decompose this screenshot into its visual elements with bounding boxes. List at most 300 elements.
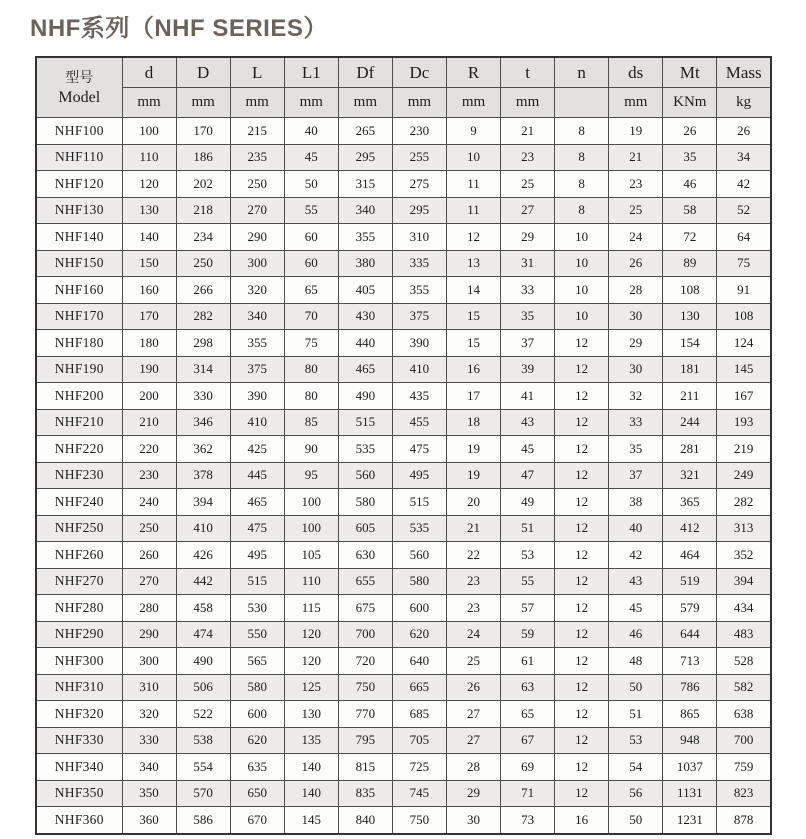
value-cell: 23 xyxy=(446,568,500,595)
value-cell: 580 xyxy=(338,489,392,516)
value-cell: 586 xyxy=(176,807,230,834)
value-cell: 275 xyxy=(392,171,446,198)
value-cell: 745 xyxy=(392,780,446,807)
value-cell: 59 xyxy=(501,621,555,648)
value-cell: 522 xyxy=(176,701,230,728)
value-cell: 42 xyxy=(717,171,771,198)
column-unit-d: mm xyxy=(122,88,176,118)
value-cell: 67 xyxy=(501,727,555,754)
table-row xyxy=(36,754,771,781)
value-cell: 22 xyxy=(446,542,500,569)
value-cell: 290 xyxy=(230,224,284,251)
header-row-labels xyxy=(36,57,771,88)
value-cell: 26 xyxy=(446,674,500,701)
table-row xyxy=(36,648,771,675)
value-cell: 61 xyxy=(501,648,555,675)
value-cell: 12 xyxy=(555,489,609,516)
column-unit-mass: kg xyxy=(717,88,771,118)
value-cell: 154 xyxy=(663,330,717,357)
value-cell: 12 xyxy=(555,595,609,622)
value-cell: 355 xyxy=(338,224,392,251)
value-cell: 115 xyxy=(284,595,338,622)
column-header-mass: Mass xyxy=(717,57,771,88)
value-cell: 186 xyxy=(176,144,230,171)
column-unit-mt: KNm xyxy=(663,88,717,118)
value-cell: 620 xyxy=(230,727,284,754)
value-cell: 12 xyxy=(555,383,609,410)
value-cell: 434 xyxy=(717,595,771,622)
column-header-l: L xyxy=(230,57,284,88)
value-cell: 554 xyxy=(176,754,230,781)
model-cell: NHF170 xyxy=(36,303,122,330)
value-cell: 948 xyxy=(663,727,717,754)
value-cell: 640 xyxy=(392,648,446,675)
value-cell: 210 xyxy=(122,409,176,436)
value-cell: 12 xyxy=(555,701,609,728)
value-cell: 193 xyxy=(717,409,771,436)
value-cell: 350 xyxy=(122,780,176,807)
value-cell: 675 xyxy=(338,595,392,622)
table-row xyxy=(36,674,771,701)
value-cell: 815 xyxy=(338,754,392,781)
column-unit-r: mm xyxy=(446,88,500,118)
value-cell: 45 xyxy=(284,144,338,171)
value-cell: 105 xyxy=(284,542,338,569)
column-unit-n xyxy=(555,88,609,118)
value-cell: 11 xyxy=(446,197,500,224)
value-cell: 579 xyxy=(663,595,717,622)
value-cell: 95 xyxy=(284,462,338,489)
value-cell: 865 xyxy=(663,701,717,728)
value-cell: 41 xyxy=(501,383,555,410)
value-cell: 80 xyxy=(284,356,338,383)
table-row xyxy=(36,409,771,436)
value-cell: 90 xyxy=(284,436,338,463)
value-cell: 12 xyxy=(555,515,609,542)
value-cell: 365 xyxy=(663,489,717,516)
value-cell: 298 xyxy=(176,330,230,357)
value-cell: 43 xyxy=(609,568,663,595)
value-cell: 582 xyxy=(717,674,771,701)
value-cell: 220 xyxy=(122,436,176,463)
value-cell: 30 xyxy=(609,356,663,383)
value-cell: 15 xyxy=(446,303,500,330)
value-cell: 190 xyxy=(122,356,176,383)
model-cell: NHF280 xyxy=(36,595,122,622)
value-cell: 51 xyxy=(609,701,663,728)
value-cell: 12 xyxy=(555,621,609,648)
value-cell: 34 xyxy=(717,144,771,171)
value-cell: 49 xyxy=(501,489,555,516)
value-cell: 64 xyxy=(717,224,771,251)
model-cell: NHF190 xyxy=(36,356,122,383)
model-cell: NHF350 xyxy=(36,780,122,807)
value-cell: 215 xyxy=(230,118,284,145)
value-cell: 282 xyxy=(176,303,230,330)
value-cell: 713 xyxy=(663,648,717,675)
value-cell: 8 xyxy=(555,171,609,198)
value-cell: 10 xyxy=(555,250,609,277)
value-cell: 12 xyxy=(555,754,609,781)
value-cell: 12 xyxy=(555,648,609,675)
value-cell: 60 xyxy=(284,224,338,251)
value-cell: 495 xyxy=(392,462,446,489)
value-cell: 46 xyxy=(663,171,717,198)
value-cell: 8 xyxy=(555,144,609,171)
value-cell: 410 xyxy=(230,409,284,436)
value-cell: 27 xyxy=(501,197,555,224)
value-cell: 85 xyxy=(284,409,338,436)
value-cell: 362 xyxy=(176,436,230,463)
value-cell: 140 xyxy=(284,754,338,781)
value-cell: 483 xyxy=(717,621,771,648)
value-cell: 29 xyxy=(609,330,663,357)
value-cell: 490 xyxy=(338,383,392,410)
value-cell: 295 xyxy=(392,197,446,224)
value-cell: 150 xyxy=(122,250,176,277)
value-cell: 40 xyxy=(609,515,663,542)
value-cell: 80 xyxy=(284,383,338,410)
value-cell: 310 xyxy=(122,674,176,701)
value-cell: 380 xyxy=(338,250,392,277)
column-unit-d: mm xyxy=(176,88,230,118)
value-cell: 340 xyxy=(122,754,176,781)
value-cell: 31 xyxy=(501,250,555,277)
table-row xyxy=(36,727,771,754)
table-row xyxy=(36,621,771,648)
page-title: NHF系列（NHF SERIES） xyxy=(30,15,328,42)
value-cell: 29 xyxy=(501,224,555,251)
value-cell: 14 xyxy=(446,277,500,304)
value-cell: 394 xyxy=(717,568,771,595)
table-row xyxy=(36,383,771,410)
value-cell: 120 xyxy=(122,171,176,198)
value-cell: 705 xyxy=(392,727,446,754)
value-cell: 33 xyxy=(501,277,555,304)
table-row xyxy=(36,780,771,807)
value-cell: 465 xyxy=(338,356,392,383)
value-cell: 759 xyxy=(717,754,771,781)
table-row xyxy=(36,171,771,198)
value-cell: 65 xyxy=(501,701,555,728)
model-cell: NHF330 xyxy=(36,727,122,754)
value-cell: 21 xyxy=(446,515,500,542)
table-row xyxy=(36,489,771,516)
column-header-d: d xyxy=(122,57,176,88)
value-cell: 181 xyxy=(663,356,717,383)
value-cell: 352 xyxy=(717,542,771,569)
model-cell: NHF230 xyxy=(36,462,122,489)
value-cell: 100 xyxy=(284,515,338,542)
value-cell: 39 xyxy=(501,356,555,383)
value-cell: 26 xyxy=(663,118,717,145)
value-cell: 40 xyxy=(284,118,338,145)
value-cell: 33 xyxy=(609,409,663,436)
header-row-units xyxy=(36,88,771,118)
model-cell: NHF160 xyxy=(36,277,122,304)
value-cell: 130 xyxy=(284,701,338,728)
value-cell: 410 xyxy=(176,515,230,542)
value-cell: 440 xyxy=(338,330,392,357)
value-cell: 27 xyxy=(446,701,500,728)
value-cell: 605 xyxy=(338,515,392,542)
value-cell: 375 xyxy=(230,356,284,383)
value-cell: 1231 xyxy=(663,807,717,834)
model-cell: NHF140 xyxy=(36,224,122,251)
value-cell: 475 xyxy=(230,515,284,542)
value-cell: 25 xyxy=(609,197,663,224)
value-cell: 390 xyxy=(392,330,446,357)
value-cell: 48 xyxy=(609,648,663,675)
value-cell: 218 xyxy=(176,197,230,224)
value-cell: 19 xyxy=(609,118,663,145)
value-cell: 17 xyxy=(446,383,500,410)
value-cell: 281 xyxy=(663,436,717,463)
value-cell: 124 xyxy=(717,330,771,357)
value-cell: 28 xyxy=(446,754,500,781)
value-cell: 23 xyxy=(609,171,663,198)
value-cell: 25 xyxy=(501,171,555,198)
value-cell: 100 xyxy=(284,489,338,516)
value-cell: 266 xyxy=(176,277,230,304)
value-cell: 465 xyxy=(230,489,284,516)
value-cell: 12 xyxy=(555,356,609,383)
value-cell: 720 xyxy=(338,648,392,675)
value-cell: 538 xyxy=(176,727,230,754)
value-cell: 685 xyxy=(392,701,446,728)
value-cell: 330 xyxy=(122,727,176,754)
value-cell: 37 xyxy=(501,330,555,357)
model-cell: NHF290 xyxy=(36,621,122,648)
value-cell: 430 xyxy=(338,303,392,330)
table-row xyxy=(36,436,771,463)
value-cell: 120 xyxy=(284,648,338,675)
value-cell: 442 xyxy=(176,568,230,595)
value-cell: 560 xyxy=(338,462,392,489)
value-cell: 310 xyxy=(392,224,446,251)
model-header-en: Model xyxy=(58,88,101,106)
value-cell: 13 xyxy=(446,250,500,277)
value-cell: 45 xyxy=(609,595,663,622)
value-cell: 73 xyxy=(501,807,555,834)
value-cell: 70 xyxy=(284,303,338,330)
value-cell: 110 xyxy=(284,568,338,595)
value-cell: 670 xyxy=(230,807,284,834)
table-row xyxy=(36,224,771,251)
value-cell: 50 xyxy=(284,171,338,198)
value-cell: 410 xyxy=(392,356,446,383)
table-row xyxy=(36,462,771,489)
value-cell: 23 xyxy=(446,595,500,622)
value-cell: 55 xyxy=(284,197,338,224)
value-cell: 30 xyxy=(609,303,663,330)
model-cell: NHF200 xyxy=(36,383,122,410)
value-cell: 108 xyxy=(663,277,717,304)
value-cell: 140 xyxy=(122,224,176,251)
value-cell: 54 xyxy=(609,754,663,781)
value-cell: 38 xyxy=(609,489,663,516)
column-unit-dc: mm xyxy=(392,88,446,118)
value-cell: 12 xyxy=(555,409,609,436)
value-cell: 110 xyxy=(122,144,176,171)
table-row xyxy=(36,330,771,357)
value-cell: 53 xyxy=(501,542,555,569)
value-cell: 464 xyxy=(663,542,717,569)
value-cell: 515 xyxy=(230,568,284,595)
model-cell: NHF260 xyxy=(36,542,122,569)
model-header-zh: 型号 xyxy=(65,70,94,86)
column-unit-df: mm xyxy=(338,88,392,118)
value-cell: 8 xyxy=(555,118,609,145)
value-cell: 530 xyxy=(230,595,284,622)
value-cell: 170 xyxy=(122,303,176,330)
value-cell: 770 xyxy=(338,701,392,728)
value-cell: 50 xyxy=(609,807,663,834)
value-cell: 314 xyxy=(176,356,230,383)
value-cell: 12 xyxy=(555,674,609,701)
table-row xyxy=(36,595,771,622)
value-cell: 405 xyxy=(338,277,392,304)
value-cell: 515 xyxy=(338,409,392,436)
column-header-d: D xyxy=(176,57,230,88)
value-cell: 394 xyxy=(176,489,230,516)
table-row xyxy=(36,701,771,728)
value-cell: 750 xyxy=(338,674,392,701)
value-cell: 51 xyxy=(501,515,555,542)
value-cell: 167 xyxy=(717,383,771,410)
model-cell: NHF250 xyxy=(36,515,122,542)
value-cell: 425 xyxy=(230,436,284,463)
value-cell: 426 xyxy=(176,542,230,569)
value-cell: 30 xyxy=(446,807,500,834)
value-cell: 475 xyxy=(392,436,446,463)
value-cell: 12 xyxy=(555,780,609,807)
column-header-dc: Dc xyxy=(392,57,446,88)
table-row xyxy=(36,356,771,383)
value-cell: 56 xyxy=(609,780,663,807)
value-cell: 26 xyxy=(609,250,663,277)
value-cell: 89 xyxy=(663,250,717,277)
value-cell: 795 xyxy=(338,727,392,754)
value-cell: 320 xyxy=(122,701,176,728)
value-cell: 240 xyxy=(122,489,176,516)
model-cell: NHF310 xyxy=(36,674,122,701)
table-row xyxy=(36,303,771,330)
table-header xyxy=(36,57,771,118)
model-cell: NHF110 xyxy=(36,144,122,171)
value-cell: 390 xyxy=(230,383,284,410)
value-cell: 160 xyxy=(122,277,176,304)
model-cell: NHF300 xyxy=(36,648,122,675)
value-cell: 655 xyxy=(338,568,392,595)
value-cell: 135 xyxy=(284,727,338,754)
value-cell: 244 xyxy=(663,409,717,436)
value-cell: 650 xyxy=(230,780,284,807)
value-cell: 249 xyxy=(717,462,771,489)
table-row xyxy=(36,568,771,595)
model-cell: NHF100 xyxy=(36,118,122,145)
value-cell: 823 xyxy=(717,780,771,807)
value-cell: 12 xyxy=(555,436,609,463)
value-cell: 45 xyxy=(501,436,555,463)
value-cell: 840 xyxy=(338,807,392,834)
value-cell: 260 xyxy=(122,542,176,569)
value-cell: 355 xyxy=(230,330,284,357)
value-cell: 71 xyxy=(501,780,555,807)
value-cell: 445 xyxy=(230,462,284,489)
value-cell: 19 xyxy=(446,462,500,489)
value-cell: 282 xyxy=(717,489,771,516)
table-row xyxy=(36,118,771,145)
value-cell: 230 xyxy=(392,118,446,145)
value-cell: 42 xyxy=(609,542,663,569)
value-cell: 69 xyxy=(501,754,555,781)
value-cell: 638 xyxy=(717,701,771,728)
value-cell: 35 xyxy=(609,436,663,463)
value-cell: 125 xyxy=(284,674,338,701)
value-cell: 12 xyxy=(555,568,609,595)
value-cell: 9 xyxy=(446,118,500,145)
value-cell: 1131 xyxy=(663,780,717,807)
value-cell: 580 xyxy=(392,568,446,595)
value-cell: 100 xyxy=(122,118,176,145)
table-row xyxy=(36,807,771,834)
value-cell: 250 xyxy=(122,515,176,542)
column-header-model xyxy=(36,57,122,118)
value-cell: 11 xyxy=(446,171,500,198)
value-cell: 786 xyxy=(663,674,717,701)
value-cell: 506 xyxy=(176,674,230,701)
value-cell: 12 xyxy=(555,542,609,569)
value-cell: 230 xyxy=(122,462,176,489)
value-cell: 630 xyxy=(338,542,392,569)
value-cell: 330 xyxy=(176,383,230,410)
value-cell: 55 xyxy=(501,568,555,595)
value-cell: 72 xyxy=(663,224,717,251)
column-header-n: n xyxy=(555,57,609,88)
column-header-ds: ds xyxy=(609,57,663,88)
value-cell: 250 xyxy=(176,250,230,277)
value-cell: 234 xyxy=(176,224,230,251)
column-unit-ds: mm xyxy=(609,88,663,118)
value-cell: 560 xyxy=(392,542,446,569)
table-row xyxy=(36,250,771,277)
value-cell: 32 xyxy=(609,383,663,410)
value-cell: 25 xyxy=(446,648,500,675)
column-header-r: R xyxy=(446,57,500,88)
value-cell: 340 xyxy=(338,197,392,224)
table-body xyxy=(36,118,771,834)
value-cell: 300 xyxy=(230,250,284,277)
value-cell: 10 xyxy=(446,144,500,171)
value-cell: 75 xyxy=(717,250,771,277)
value-cell: 27 xyxy=(446,727,500,754)
column-header-mt: Mt xyxy=(663,57,717,88)
value-cell: 570 xyxy=(176,780,230,807)
value-cell: 313 xyxy=(717,515,771,542)
value-cell: 265 xyxy=(338,118,392,145)
model-cell: NHF150 xyxy=(36,250,122,277)
value-cell: 108 xyxy=(717,303,771,330)
value-cell: 140 xyxy=(284,780,338,807)
value-cell: 91 xyxy=(717,277,771,304)
value-cell: 202 xyxy=(176,171,230,198)
value-cell: 15 xyxy=(446,330,500,357)
value-cell: 295 xyxy=(338,144,392,171)
value-cell: 565 xyxy=(230,648,284,675)
value-cell: 580 xyxy=(230,674,284,701)
column-header-l1: L1 xyxy=(284,57,338,88)
